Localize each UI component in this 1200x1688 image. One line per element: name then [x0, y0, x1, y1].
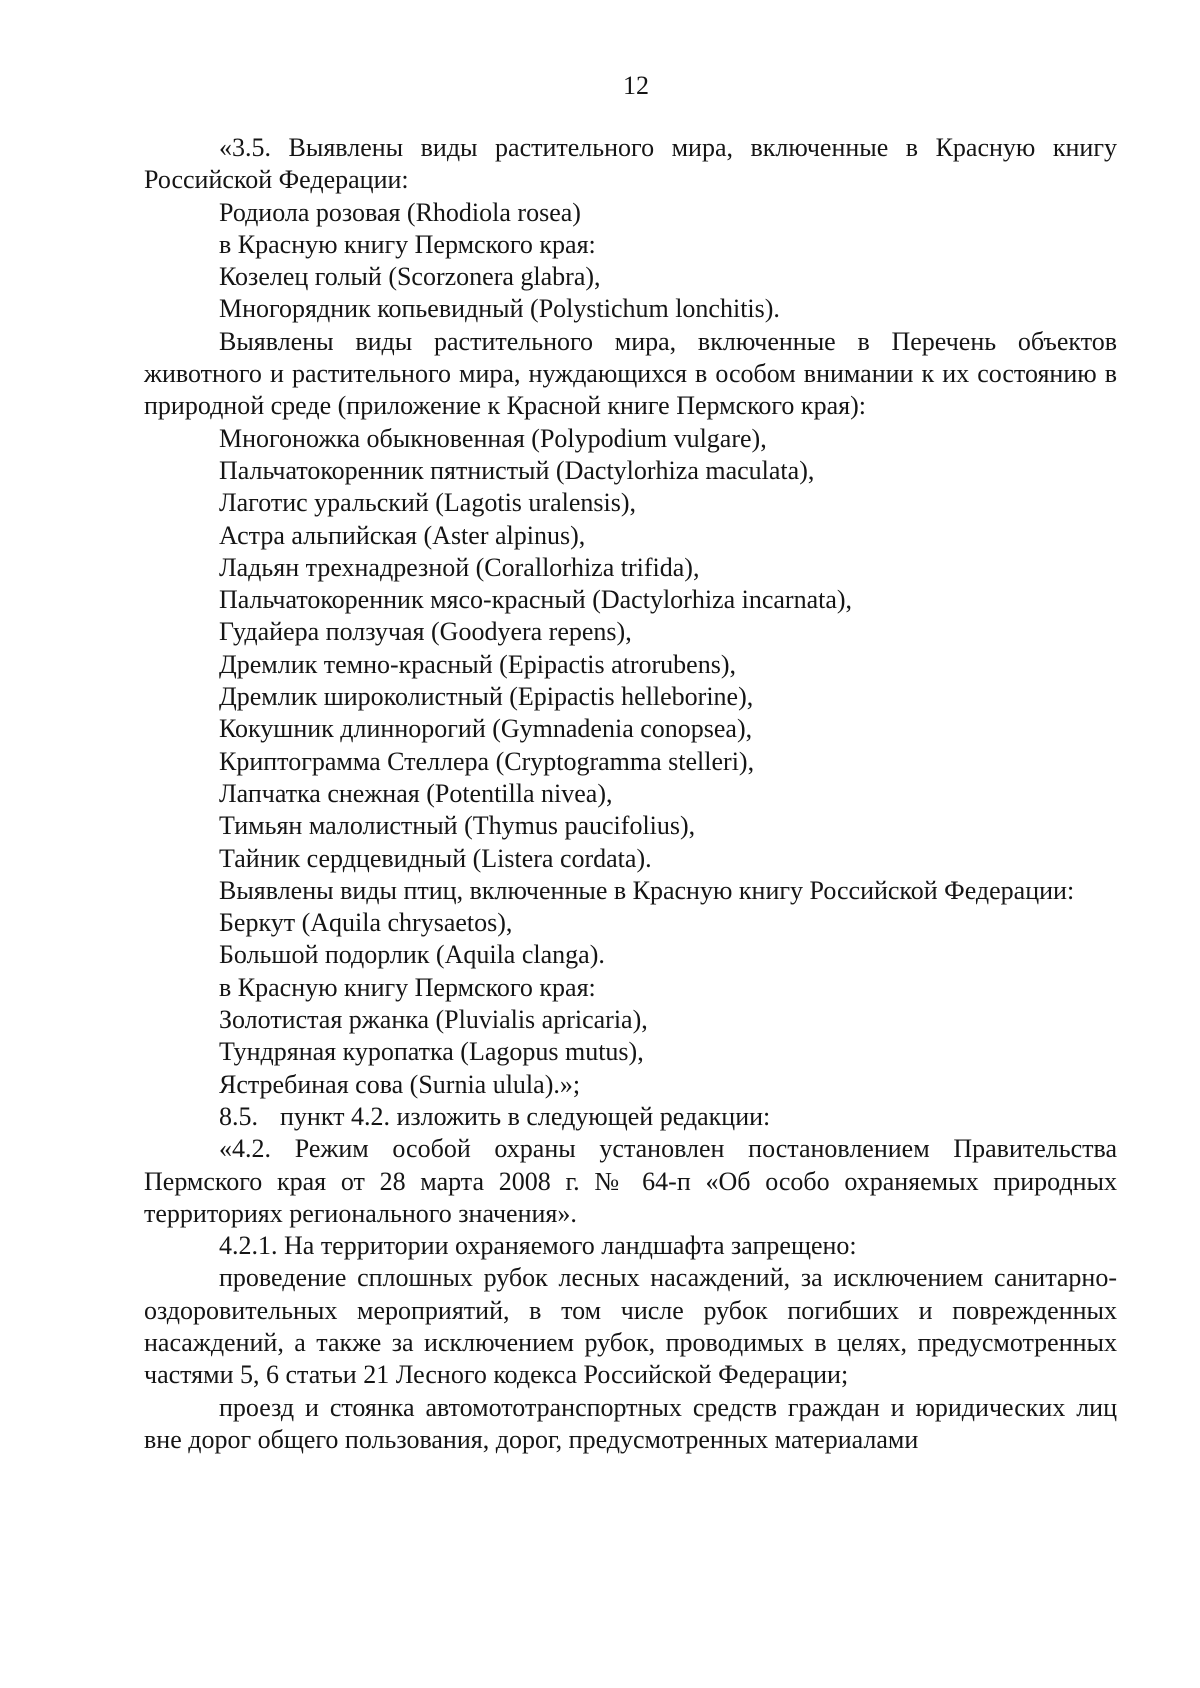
- paragraph: Выявлены виды растительного мира, включенные в Перечень объектов животного и растительного мира, нуждающихся в особом внимании к их состоянию в природной среде (приложение к Красной книге Пермского края):: [144, 326, 1117, 421]
- list-item: Тайник сердцевидный (Listera cordata).: [219, 843, 652, 873]
- item-text: пункт 4.2. изложить в следующей редакции:: [280, 1101, 771, 1131]
- list-item: Многорядник копьевидный (Polystichum lonchitis).: [219, 294, 780, 324]
- list-item: Тундряная куропатка (Lagopus mutus),: [219, 1037, 644, 1067]
- list-item: Многоножка обыкновенная (Polypodium vulgare),: [219, 423, 767, 453]
- list-item: Лаготис уральский (Lagotis uralensis),: [219, 488, 636, 518]
- numbered-item: [144, 1101, 1117, 1133]
- list-item: Лапчатка снежная (Potentilla nivea),: [219, 778, 613, 808]
- list-item: Козелец голый (Scorzonera glabra),: [219, 262, 601, 292]
- list-item: Пальчатокоренник пятнистый (Dactylorhiza maculata),: [219, 455, 815, 485]
- paragraph: Выявлены виды птиц, включенные в Красную книгу Российской Федерации:: [219, 875, 1075, 905]
- list-item: Астра альпийская (Aster alpinus),: [219, 520, 586, 550]
- list-item: Дремлик широколистный (Epipactis helleborine),: [219, 682, 754, 712]
- paragraph: проведение сплошных рубок лесных насаждений, за исключением санитарно-оздоровительных мероприятий, в том числе рубок погибших и поврежденных насаждений, а также за исключением рубок, проводимых в целях, предусмотренных частями 5, 6 статьи 21 Лесного кодекса Российской Федерации;: [144, 1263, 1117, 1390]
- list-item: Тимьян малолистный (Thymus paucifolius),: [219, 811, 696, 841]
- list-item: Пальчатокоренник мясо-красный (Dactylorhiza incarnata),: [219, 585, 853, 615]
- list-item: Беркут (Aquila chrysaetos),: [219, 908, 513, 938]
- list-item: Криптограмма Стеллера (Cryptogramma stelleri),: [219, 746, 755, 776]
- list-item: Гудайера ползучая (Goodyera repens),: [219, 617, 632, 647]
- list-item: Большой подорлик (Aquila clanga).: [219, 940, 605, 970]
- list-item: Ястребиная сова (Surnia ulula).»;: [219, 1069, 581, 1099]
- item-number: 8.5.: [219, 1101, 258, 1131]
- paragraph: «3.5. Выявлены виды растительного мира, включенные в Красную книгу Российской Федерации:: [144, 133, 1117, 195]
- paragraph: проезд и стоянка автомототранспортных средств граждан и юридических лиц вне дорог общего пользования, дорог, предусмотренных материалами: [144, 1392, 1117, 1454]
- page-number: 12: [623, 71, 649, 100]
- list-item: Дремлик темно-красный (Epipactis atrorubens),: [219, 649, 736, 679]
- list-item: Кокушник длиннорогий (Gymnadenia conopsea),: [219, 714, 753, 744]
- list-item: Золотистая ржанка (Pluvialis apricaria),: [219, 1005, 648, 1035]
- paragraph: «4.2. Режим особой охраны установлен постановлением Правительства Пермского края от 28 марта 2008 г. № 64-п «Об особо охраняемых природных территориях регионального значения».: [144, 1134, 1117, 1228]
- list-item: 4.2.1. На территории охраняемого ландшафта запрещено:: [219, 1231, 857, 1261]
- document-body: [144, 132, 1117, 1456]
- list-item: Родиола розовая (Rhodiola rosea): [219, 197, 581, 227]
- list-item: в Красную книгу Пермского края:: [219, 972, 596, 1002]
- list-item: в Красную книгу Пермского края:: [219, 229, 596, 259]
- list-item: Ладьян трехнадрезной (Corallorhiza trifida),: [219, 552, 700, 582]
